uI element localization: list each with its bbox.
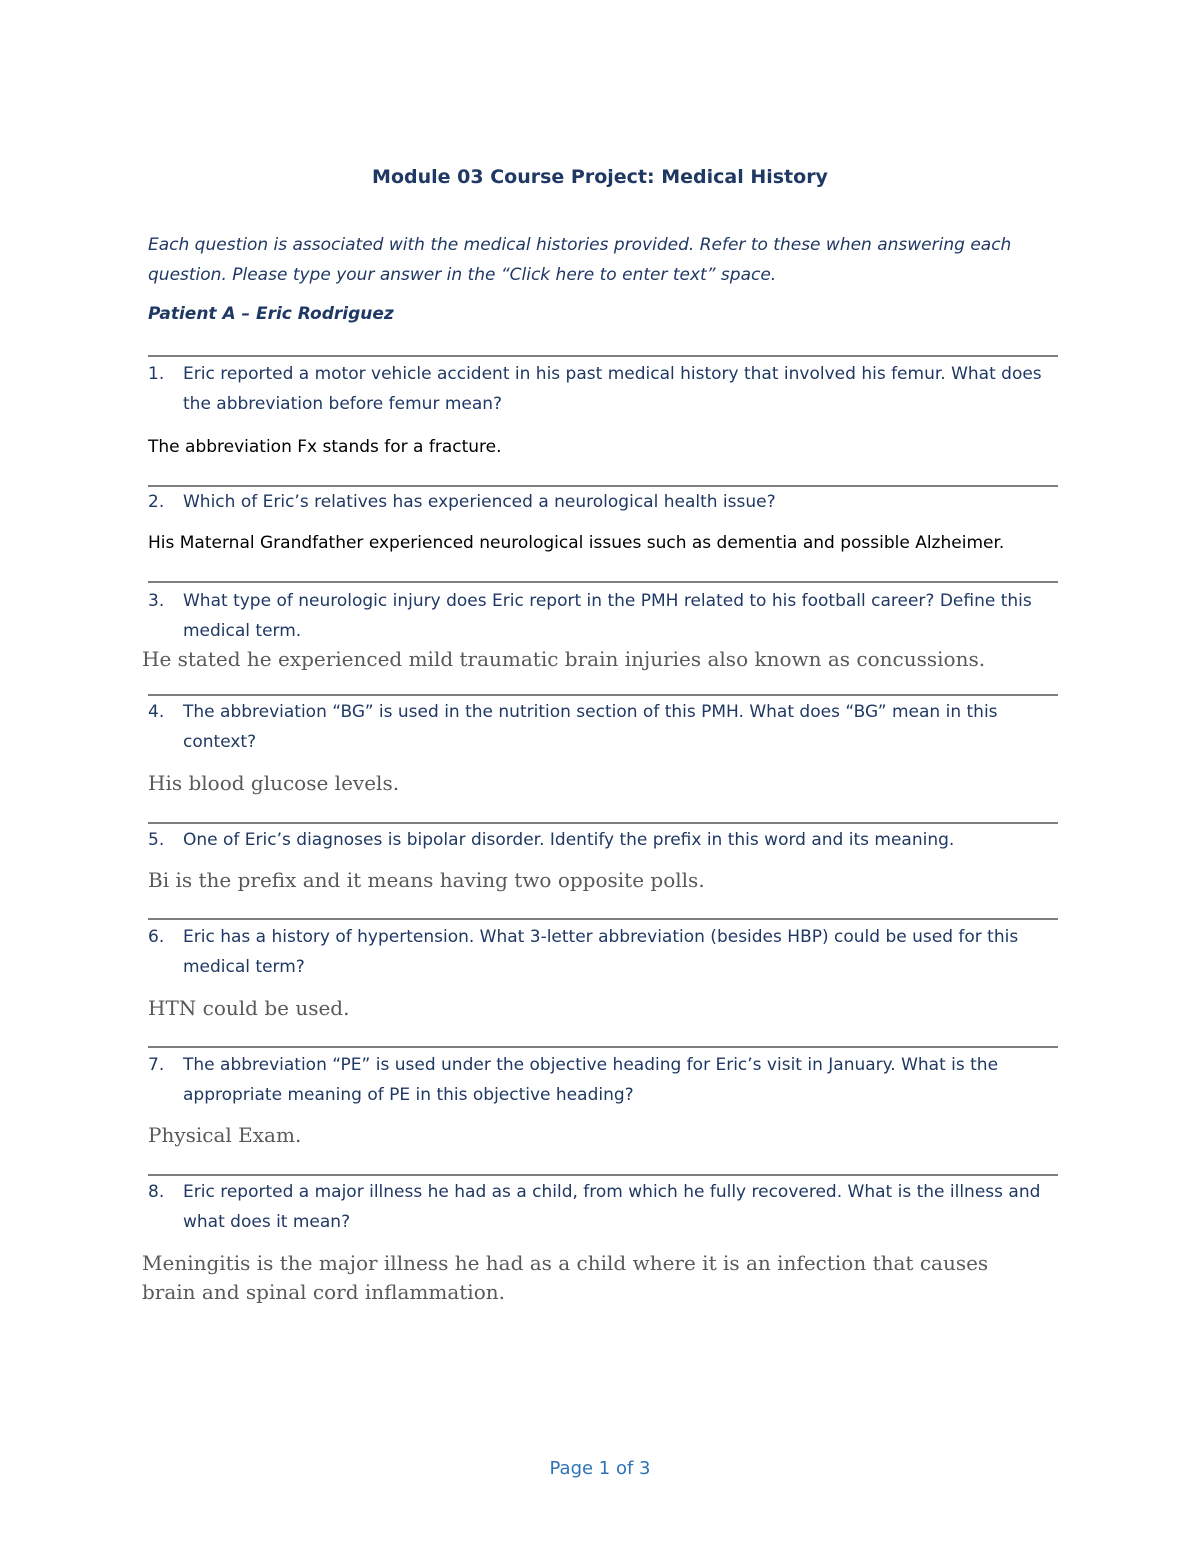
question-number: 7.	[148, 1055, 165, 1075]
question-5	[148, 825, 1058, 855]
instructions-text: Each question is associated with the medical histories provided. Refer to these when answering each question. Please type your answer in the “Click here to enter text” space.	[148, 235, 1012, 285]
page-number: Page 1 of 3	[549, 1458, 651, 1479]
question-number: 2.	[148, 492, 165, 512]
page-title: Module 03 Course Project: Medical History	[372, 166, 828, 188]
question-text: Eric reported a major illness he had as a child, from which he fully recovered. What is the illness and what does it mean?	[183, 1182, 1041, 1232]
question-text: What type of neurologic injury does Eric report in the PMH related to his football career? Define this medical term.	[183, 591, 1032, 641]
question-8	[148, 1177, 1058, 1237]
section-divider	[148, 1174, 1058, 1176]
question-6	[148, 922, 1058, 982]
answer-8[interactable]: Meningitis is the major illness he had as a child where it is an infection that causes brain and spinal cord inflammation.	[142, 1251, 989, 1304]
question-text: One of Eric’s diagnoses is bipolar disorder. Identify the prefix in this word and its meaning.	[183, 830, 955, 850]
question-7	[148, 1050, 1058, 1110]
question-number: 1.	[148, 364, 165, 384]
answer-5[interactable]: Bi is the prefix and it means having two opposite polls.	[148, 868, 705, 892]
question-1	[148, 359, 1058, 419]
question-3	[148, 586, 1058, 646]
patient-heading: Patient A – Eric Rodriguez	[148, 304, 394, 324]
section-divider	[148, 1046, 1058, 1048]
section-divider	[148, 918, 1058, 920]
section-divider	[148, 355, 1058, 357]
section-divider	[148, 822, 1058, 824]
question-4	[148, 697, 1058, 757]
answer-3[interactable]: He stated he experienced mild traumatic brain injuries also known as concussions.	[142, 647, 986, 671]
section-divider	[148, 694, 1058, 696]
question-number: 6.	[148, 927, 165, 947]
question-text: Which of Eric’s relatives has experienced a neurological health issue?	[183, 492, 776, 512]
question-text: Eric has a history of hypertension. What 3-letter abbreviation (besides HBP) could be used for this medical term?	[183, 927, 1019, 977]
question-number: 5.	[148, 830, 165, 850]
answer-7[interactable]: Physical Exam.	[148, 1123, 302, 1147]
question-text: The abbreviation “BG” is used in the nutrition section of this PMH. What does “BG” mean in this context?	[183, 702, 998, 752]
question-number: 8.	[148, 1182, 165, 1202]
section-divider	[148, 581, 1058, 583]
question-text: Eric reported a motor vehicle accident in his past medical history that involved his femur. What does the abbreviation before femur mean?	[183, 364, 1042, 414]
answer-1[interactable]: The abbreviation Fx stands for a fracture.	[148, 437, 502, 457]
answer-2[interactable]: His Maternal Grandfather experienced neurological issues such as dementia and possible Alzheimer.	[148, 533, 1005, 553]
question-text: The abbreviation “PE” is used under the objective heading for Eric’s visit in January. What is the appropriate meaning of PE in this objective heading?	[183, 1055, 999, 1105]
answer-6[interactable]: HTN could be used.	[148, 996, 350, 1020]
answer-4[interactable]: His blood glucose levels.	[148, 771, 400, 795]
question-2	[148, 487, 1058, 517]
question-number: 4.	[148, 702, 165, 722]
question-number: 3.	[148, 591, 165, 611]
